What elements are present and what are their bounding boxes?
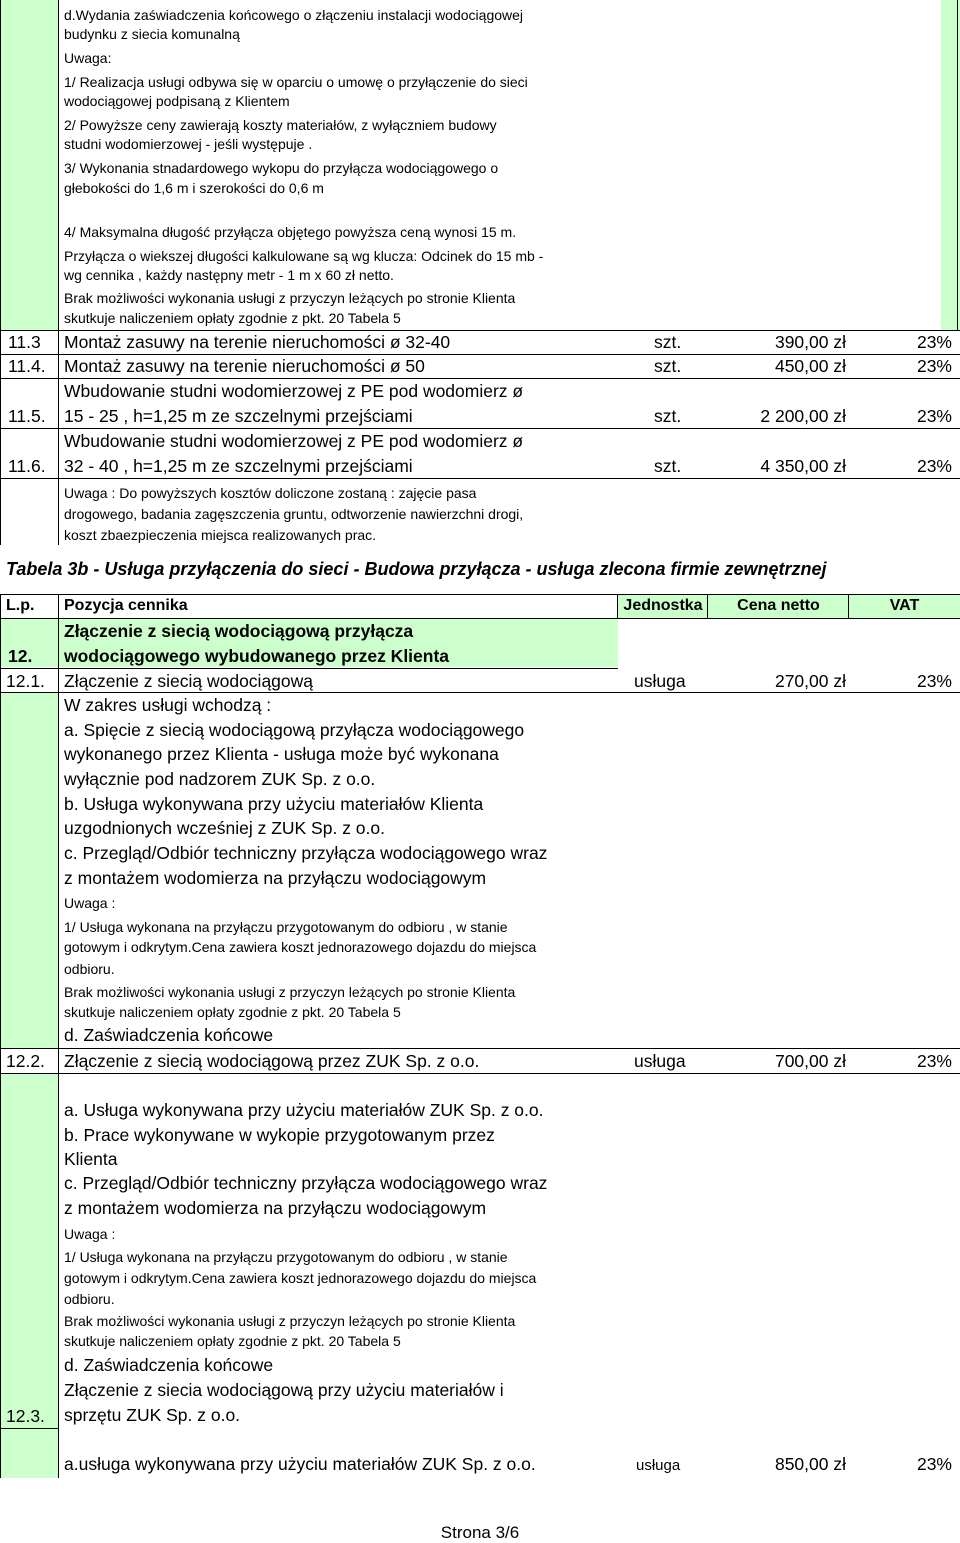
top-d-line2: budynku z siecia komunalną (64, 26, 240, 42)
row-11-3-lp: 11.3 (8, 332, 41, 352)
header-lp: L.p. (6, 597, 35, 614)
block121-line4: wyłącznie pod nadzorem ZUK Sp. z o.o. (64, 769, 376, 789)
row-12-3a-price: 850,00 zł (774, 1454, 846, 1474)
line-row-11-4-top (0, 354, 960, 355)
row-11-4-price: 450,00 zł (774, 356, 846, 376)
row-11-5-vat: 23% (916, 406, 952, 426)
row-12-name1: Złączenie z siecią wodociągową przyłącza (64, 621, 414, 641)
row-12-3-name2: sprzętu ZUK Sp. z o.o. (64, 1405, 241, 1425)
row-11-4-lp: 11.4. (8, 356, 46, 376)
row-11-5-name1: Wbudowanie studni wodomierzowej z PE pod wodomierz ø (64, 381, 524, 401)
table-3b-title: Tabela 3b - Usługa przyłączenia do sieci - Budowa przyłącza - usługa zlecona firmie zewnętrznej (6, 559, 827, 579)
line-row-12-2-bottom (0, 1073, 960, 1074)
line-right-border-top (957, 0, 958, 330)
line-row-11-3-top (0, 330, 960, 331)
row-11-6-name1: Wbudowanie studni wodomierzowej z PE pod wodomierz ø (64, 431, 524, 451)
page-number: Strona 3/6 (440, 1523, 520, 1542)
row-12-3-lp: 12.3. (6, 1406, 45, 1426)
top-note1b: wodociągowej podpisaną z Klientem (64, 93, 290, 109)
block122-line4: c. Przegląd/Odbiór techniczny przyłącza wodociągowego wraz (64, 1173, 548, 1193)
top-note5a: Przyłącza o wiekszej długości kalkulowane są wg klucza: Odcinek do 15 mb - (64, 248, 544, 264)
top-note2b: studni wodomierzowej - jeśli występuje . (64, 136, 313, 152)
top-note2a: 2/ Powyższe ceny zawierają koszty materiałów, z wyłączniem budowy (64, 117, 497, 133)
block121-line1: W zakres usługi wchodzą : (64, 695, 272, 715)
top-uwaga: Uwaga: (64, 50, 112, 66)
row-12-3-name1: Złączenie z siecia wodociągową przy użyciu materiałów i (64, 1380, 504, 1400)
line-row-12-bottom (0, 668, 618, 669)
line-row-11-6-top (0, 428, 960, 429)
uwaga11-line3: koszt zbaezpieczenia miejsca realizowanych prac. (64, 527, 377, 543)
row-11-3-unit: szt. (654, 332, 682, 352)
uwaga11-line2: drogowego, badania zagęszczenia gruntu, odtworzenie nawierzchni drogi, (64, 506, 524, 522)
line-row-12-2-top (0, 1048, 960, 1049)
line-lp-column-top (58, 0, 59, 545)
uwaga11-line1: Uwaga : Do powyższych kosztów doliczone zostaną : zajęcie pasa (64, 485, 477, 501)
block122-line9: odbioru. (64, 1291, 115, 1307)
top-d-line1: d.Wydania zaświadczenia końcowego o złączeniu instalacji wodociągowej (64, 7, 524, 23)
block121-line8: z montażem wodomierza na przyłączu wodociągowym (64, 868, 487, 888)
row-12-lp: 12. (8, 646, 33, 666)
line-header-bottom (0, 618, 960, 619)
block121-line14: skutkuje naliczeniem opłaty zgodnie z pkt. 20 Tabela 5 (64, 1004, 401, 1020)
top-note1a: 1/ Realizacja usługi odbywa się w oparciu o umowę o przyłączenie do sieci (64, 74, 528, 90)
block122-line8: gotowym i odkrytym.Cena zawiera koszt jednorazowego dojazdu do miejsca (64, 1270, 537, 1286)
block122-line10: Brak możliwości wykonania usługi z przyczyn leżących po stronie Klienta (64, 1313, 516, 1329)
row-12-1-vat: 23% (916, 671, 952, 691)
block121-line11: gotowym i odkrytym.Cena zawiera koszt jednorazowego dojazdu do miejsca (64, 939, 537, 955)
top-note3b: głebokości do 1,6 m i szerokości do 0,6 m (64, 180, 324, 196)
row-11-4-vat: 23% (916, 356, 952, 376)
top-note3a: 3/ Wykonania stnadardowego wykopu do przyłącza wodociągowego o (64, 160, 499, 176)
block122-line6: Uwaga : (64, 1226, 116, 1242)
line-row-12-3-bottom (0, 1428, 59, 1429)
block122-line3: Klienta (64, 1149, 118, 1169)
row-12-3a-unit: usługa (636, 1457, 681, 1474)
line-row-11-5-top (0, 378, 960, 379)
row-11-6-vat: 23% (916, 456, 952, 476)
row-11-4-unit: szt. (654, 356, 682, 376)
block121-line6: uzgodnionych wcześniej z ZUK Sp. z o.o. (64, 818, 385, 838)
green-lp-column-top (0, 0, 59, 330)
row-12-2-name: Złączenie z siecią wodociągową przez ZUK Sp. z o.o. (64, 1051, 480, 1071)
header-price: Cena netto (737, 597, 820, 614)
row-11-5-name2: 15 - 25 , h=1,25 m ze szczelnymi przejściami (64, 406, 413, 426)
block122-line2: b. Prace wykonywane w wykopie przygotowanym przez (64, 1125, 495, 1145)
row-11-6-price: 4 350,00 zł (760, 456, 846, 476)
block122-line5: z montażem wodomierza na przyłączu wodociągowym (64, 1198, 487, 1218)
block122-line12: d. Zaświadczenia końcowe (64, 1355, 274, 1375)
line-header-top (0, 594, 960, 595)
row-11-5-price: 2 200,00 zł (760, 406, 846, 426)
row-12-2-unit: usługa (634, 1051, 686, 1071)
block122-line11: skutkuje naliczeniem opłaty zgodnie z pkt. 20 Tabela 5 (64, 1333, 401, 1349)
header-name: Pozycja cennika (64, 597, 188, 614)
row-12-2-vat: 23% (916, 1051, 952, 1071)
block121-line2: a. Spięcie z siecią wodociągową przyłącza wodociągowego (64, 720, 525, 740)
block121-line9: Uwaga : (64, 895, 116, 911)
row-12-1-price: 270,00 zł (774, 671, 846, 691)
row-12-1-name: Złączenie z siecią wodociągową (64, 671, 314, 691)
row-11-3-vat: 23% (916, 332, 952, 352)
row-12-3a-vat: 23% (916, 1454, 952, 1474)
row-11-4-name: Montaż zasuwy na terenie nieruchomości ø 50 (64, 356, 425, 376)
block121-line5: b. Usługa wykonywana przy użyciu materiałów Klienta (64, 794, 484, 814)
block122-line7: 1/ Usługa wykonana na przyłączu przygotowanym do odbioru , w stanie (64, 1249, 508, 1265)
row-11-5-lp: 11.5. (8, 406, 46, 426)
block121-line12: odbioru. (64, 961, 115, 977)
block122-line1: a. Usługa wykonywana przy użyciu materiałów ZUK Sp. z o.o. (64, 1100, 544, 1120)
top-note6b: skutkuje naliczeniem opłaty zgodnie z pkt. 20 Tabela 5 (64, 310, 401, 326)
row-11-3-price: 390,00 zł (774, 332, 846, 352)
row-11-6-name2: 32 - 40 , h=1,25 m ze szczelnymi przejściami (64, 456, 413, 476)
row-12-2-lp: 12.2. (6, 1051, 45, 1071)
row-12-3a-name: a.usługa wykonywana przy użyciu materiałów ZUK Sp. z o.o. (64, 1454, 536, 1474)
row-11-3-name: Montaż zasuwy na terenie nieruchomości ø 32-40 (64, 332, 451, 352)
line-row-12-1-bottom (0, 692, 960, 693)
row-12-2-price: 700,00 zł (774, 1051, 846, 1071)
top-note4: 4/ Maksymalna długość przyłącza objętego powyższa ceną wynosi 15 m. (64, 224, 517, 240)
row-12-1-lp: 12.1. (6, 671, 45, 691)
block121-line13: Brak możliwości wykonania usługi z przyczyn leżących po stronie Klienta (64, 984, 516, 1000)
header-vat: VAT (889, 597, 920, 614)
row-11-6-unit: szt. (654, 456, 682, 476)
row-11-6-lp: 11.6. (8, 456, 46, 476)
header-unit: Jednostka (623, 597, 703, 614)
line-header-lp-sep (58, 594, 59, 1478)
top-note6a: Brak możliwości wykonania usługi z przyczyn leżących po stronie Klienta (64, 290, 516, 306)
row-11-5-unit: szt. (654, 406, 682, 426)
row-12-1-unit: usługa (634, 671, 686, 691)
block121-line10: 1/ Usługa wykonana na przyłączu przygotowanym do odbioru , w stanie (64, 919, 508, 935)
line-row-11-6-bottom (0, 478, 960, 479)
block121-line15: d. Zaświadczenia końcowe (64, 1025, 274, 1045)
line-header-left (0, 594, 1, 1478)
line-left-border-top (0, 0, 1, 545)
block121-line3: wykonanego przez Klienta - usługa może być wykonana (64, 744, 499, 764)
row-12-name2: wodociągowego wybudowanego przez Klienta (64, 646, 450, 666)
green-lp-column-121 (0, 693, 59, 1048)
top-note5b: wg cennika , każdy następny metr - 1 m x 60 zł netto. (64, 267, 394, 283)
block121-line7: c. Przegląd/Odbiór techniczny przyłącza wodociągowego wraz (64, 843, 548, 863)
